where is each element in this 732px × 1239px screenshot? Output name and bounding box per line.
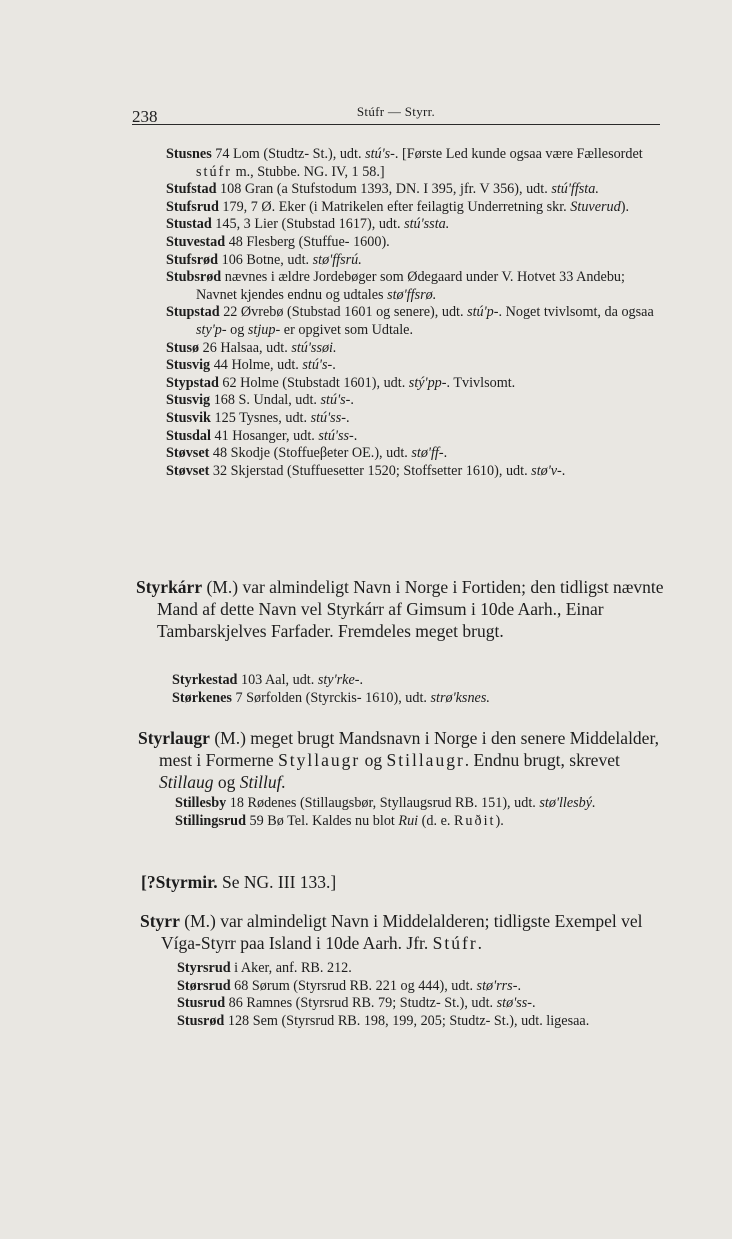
place-entry: Støvset 48 Skodje (Stoffueβeter OE.), udt. stø'ff-. — [166, 445, 448, 462]
pronunciation: stjup- — [247, 321, 281, 338]
headword: Stufstad — [166, 181, 217, 198]
headword: Størsrud — [177, 977, 231, 994]
headword: Stustad — [166, 216, 212, 233]
pronunciation: stø'ffsrø. — [387, 286, 437, 303]
page-header — [132, 102, 660, 126]
place-entry: Størsrud 68 Sørum (Styrsrud RB. 221 og 444), udt. stø'rrs-. — [177, 977, 521, 994]
headword: Stusvig — [166, 392, 211, 409]
headword: Stusdal — [166, 427, 211, 444]
headword: Stusø — [166, 339, 200, 356]
spaced-term: Ruðit — [453, 812, 496, 829]
place-entry: Stupstad 22 Øvrebø (Stubstad 1601 og senere), udt. stú'p-. Noget tvivlsomt, da ogsaa sty'p- og stjup- er opgivet som Udtale. — [166, 304, 654, 338]
paragraph-styrlaugr — [138, 727, 668, 793]
page-number: 238 — [132, 107, 158, 126]
pronunciation: stú'p- — [467, 304, 499, 321]
pronunciation: stø'ff- — [411, 445, 444, 462]
headword: Stusnes — [166, 146, 212, 162]
pronunciation: Stillaug — [159, 772, 214, 792]
pronunciation: stø'rrs- — [476, 977, 518, 994]
place-entry: Stypstad 62 Holme (Stubstadt 1601), udt. stý'pp-. Tvivlsomt. — [166, 374, 516, 391]
pronunciation: stú's- — [365, 146, 395, 162]
running-head: Stúfr — Styrr. — [356, 104, 436, 119]
headword: Stupstad — [166, 304, 220, 321]
place-entry: Stufsrud 179, 7 Ø. Eker (i Matrikelen efter feilagtig Underretning skr. Stuverud). — [166, 198, 629, 215]
place-entry: Stusvig 168 S. Undal, udt. stú's-. — [166, 392, 354, 409]
place-entry: Styrsrud i Aker, anf. RB. 212. — [177, 960, 352, 976]
place-entry: Stufsrød 106 Botne, udt. stø'ffsrú. — [166, 251, 362, 268]
place-entry: Stusvik 125 Tysnes, udt. stú'ss-. — [166, 409, 350, 426]
spaced-term: Styllaugr — [278, 750, 361, 770]
pronunciation: stú'ffsta. — [551, 181, 599, 198]
headword: Stufsrød — [166, 251, 219, 268]
pronunciation: Stilluf. — [239, 772, 286, 792]
place-entry: Styrkestad 103 Aal, udt. sty'rke-. — [172, 672, 364, 688]
headword: Styrlaugr — [138, 728, 210, 748]
header-rule — [132, 124, 660, 125]
headword: Styrkárr — [136, 577, 203, 597]
place-entry: Stillingsrud 59 Bø Tel. Kaldes nu blot Rui (d. e. Ruðit). — [175, 812, 504, 829]
place-entry: Stusrød 128 Sem (Styrsrud RB. 198, 199, 205; Studtz- St.), udt. ligesaa. — [177, 1012, 590, 1029]
pronunciation: stú's- — [320, 392, 351, 409]
paragraph-styrr — [140, 910, 672, 954]
place-entry: Stusø 26 Halsaa, udt. stú'ssøi. — [166, 339, 337, 356]
headword: Styrkestad — [172, 672, 238, 688]
place-entry: Stustad 145, 3 Lier (Stubstad 1617), udt. stú'ssta. — [166, 216, 450, 233]
place-entry: Stuvestad 48 Flesberg (Stuffue- 1600). — [166, 233, 390, 250]
name-entry: Styrlaugr (M.) meget brugt Mandsnavn i Norge i den senere Middelalder, mest i Formerne Styllaugr og Stillaugr. Endnu brugt, skrevet Stillaug og Stilluf. — [138, 728, 659, 792]
headword: Stillingsrud — [175, 812, 246, 829]
pronunciation: stú's- — [302, 357, 333, 374]
headword: Stillesby — [175, 795, 227, 811]
place-entry: Stusnes 74 Lom (Studtz- St.), udt. stú's-. [Første Led kunde ogsaa være Fællesordet stúfr m., Stubbe. NG. IV, 1 58.] — [166, 146, 643, 180]
headword: Stusvik — [166, 409, 211, 426]
spaced-term: Stúfr — [432, 933, 478, 953]
pronunciation: stú'ssta. — [404, 216, 450, 233]
place-entry: Stillesby 18 Rødenes (Stillaugsbør, Styllaugsrud RB. 151), udt. stø'llesbý. — [175, 795, 596, 811]
pronunciation: stú'ssøi. — [291, 339, 337, 356]
spaced-term: stúfr — [196, 163, 233, 180]
pronunciation: sty'rke- — [317, 672, 360, 688]
place-entry: Stusvig 44 Holme, udt. stú's-. — [166, 357, 336, 374]
pronunciation: strø'ksnes. — [430, 689, 490, 706]
headword: Styrsrud — [177, 960, 231, 976]
paragraph-styrmir — [141, 871, 671, 893]
place-entry: Stusrud 86 Ramnes (Styrsrud RB. 79; Studtz- St.), udt. stø'ss-. — [177, 995, 536, 1012]
pronunciation: stú'ss- — [318, 427, 354, 444]
name-entry: Styrr (M.) var almindeligt Navn i Middelalderen; tidligste Exempel vel Víga-Styrr paa Island i 10de Aarh. Jfr. Stúfr. — [140, 911, 643, 953]
pronunciation: Stuverud — [570, 198, 621, 215]
headword: Stypstad — [166, 374, 219, 391]
entry-group-styrlaugr — [175, 795, 670, 830]
pronunciation: stø'ffsrú. — [312, 251, 362, 268]
place-entry: Stufstad 108 Gran (a Stufstodum 1393, DN. I 395, jfr. V 356), udt. stú'ffsta. — [166, 181, 599, 198]
name-entry: Styrkárr (M.) var almindeligt Navn i Norge i Fortiden; den tidligst nævnte Mand af dette Navn vel Styrkárr af Gimsum i 10de Aarh., Einar Tambarskjelves Farfader. Fremdeles meget brugt. — [136, 577, 664, 641]
paragraph-styrkarr — [136, 576, 666, 642]
entry-group-stufr — [166, 146, 662, 480]
pronunciation: stø'v- — [531, 462, 562, 479]
pronunciation: Rui — [398, 812, 419, 829]
headword: Stusrud — [177, 995, 226, 1012]
headword: Stufsrud — [166, 198, 219, 215]
pronunciation: stú'ss- — [310, 409, 346, 426]
headword: Stusvig — [166, 357, 211, 374]
spaced-term: Stillaugr — [386, 750, 465, 770]
pronunciation: sty'p- — [196, 321, 227, 338]
headword: Styrr — [140, 911, 180, 931]
headword: [?Styrmir. — [141, 872, 218, 892]
entry-group-styrkarr — [172, 672, 662, 707]
headword: Stuvestad — [166, 233, 226, 250]
pronunciation: stø'llesbý. — [539, 795, 596, 811]
headword: Stusrød — [177, 1012, 225, 1029]
place-entry: Stubsrød nævnes i ældre Jordebøger som Ødegaard under V. Hotvet 33 Andebu; Navnet kjendes endnu og udtales stø'ffsrø. — [166, 269, 625, 303]
place-entry: Størkenes 7 Sørfolden (Styrckis- 1610), udt. strø'ksnes. — [172, 689, 490, 706]
headword: Størkenes — [172, 689, 232, 706]
pronunciation: stø'ss- — [496, 995, 533, 1012]
headword: Støvset — [166, 445, 210, 462]
place-entry: Støvset 32 Skjerstad (Stuffuesetter 1520; Stoffsetter 1610), udt. stø'v-. — [166, 462, 566, 479]
place-entry: Stusdal 41 Hosanger, udt. stú'ss-. — [166, 427, 358, 444]
headword: Stubsrød — [166, 269, 222, 286]
pronunciation: stý'pp- — [408, 374, 447, 391]
entry-group-styrr — [177, 960, 675, 1030]
headword: Støvset — [166, 462, 210, 479]
name-entry: [?Styrmir. Se NG. III 133.] — [141, 872, 337, 892]
